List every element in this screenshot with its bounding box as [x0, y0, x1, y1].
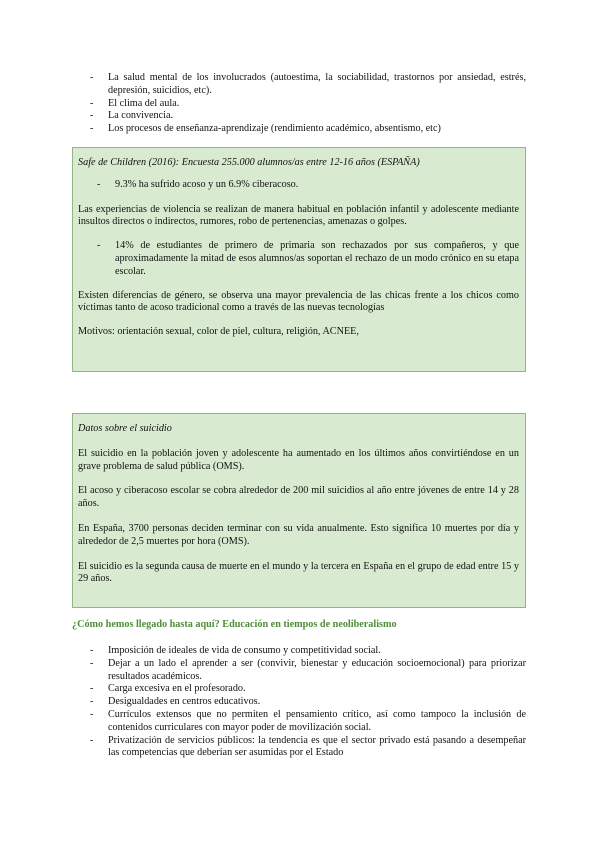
causes-list: [76, 645, 526, 760]
paragraph: En España, 3700 personas deciden terminar con su vida anualmente. Esto significa 10 muertes por día y alrededor de 2,5 muertes por hora (OMS).: [78, 522, 519, 547]
list-item: - Dejar a un lado el aprender a ser (convivir, bienestar y educación socioemocional) para priorizar resultados académicos.: [76, 658, 526, 684]
paragraph: El suicidio en la población joven y adolescente ha aumentado en los últimos años convirtiéndose en un grave problema de salud pública (OMS).: [78, 447, 519, 472]
list-item: - La salud mental de los involucrados (autoestima, la sociabilidad, trastornos por ansiedad, estrés, depresión, suicidios, etc).: [76, 72, 526, 98]
list-item: - Los procesos de enseñanza-aprendizaje (rendimiento académico, absentismo, etc): [76, 123, 526, 136]
paragraph: El suicidio es la segunda causa de muerte en el mundo y la tercera en España en el grupo de edad entre 15 y 29 años.: [78, 560, 519, 585]
list-item: - Imposición de ideales de vida de consumo y competitividad social.: [76, 645, 526, 658]
paragraph: Existen diferencias de género, se observa una mayor prevalencia de las chicas frente a los chicos como víctimas tanto de acoso tradicional como a través de las nuevas tecnologías: [78, 289, 519, 314]
list-item: - 9.3% ha sufrido acoso y un 6.9% ciberacoso.: [78, 179, 519, 192]
list-item: - La convivencia.: [76, 110, 526, 123]
survey-title: Safe de Children (2016): Encuesta 255.000 alumnos/as entre 12-16 años (ESPAÑA): [78, 157, 420, 168]
list-item: - Currículos extensos que no permiten el pensamiento crítico, así como tampoco la inclusión de contenidos curriculares con mayor poder de movilización social.: [76, 709, 526, 735]
paragraph: Motivos: orientación sexual, color de piel, cultura, religión, ACNEE,: [78, 326, 359, 338]
suicide-data-box: [72, 413, 526, 608]
effects-list: [76, 72, 526, 136]
list-item: - Privatización de servicios públicos: la tendencia es que el sector privado está pasando a desempeñar las competencias que deberían ser asumidas por el Estado: [76, 735, 526, 761]
paragraph: Las experiencias de violencia se realizan de manera habitual en población infantil y adolescente mediante insultos directos o indirectos, rumores, robo de pertenencias, amenazas o golpes.: [78, 203, 519, 228]
list-item: - El clima del aula.: [76, 98, 526, 111]
paragraph: El acoso y ciberacoso escolar se cobra alrededor de 200 mil suicidios al año entre jóvenes de entre 14 y 28 años.: [78, 485, 519, 510]
section-heading: ¿Cómo hemos llegado hasta aquí? Educación en tiempos de neoliberalismo: [72, 619, 397, 630]
survey-bullet-list: [78, 179, 519, 192]
list-item: - Carga excesiva en el profesorado.: [76, 683, 526, 696]
list-item: - 14% de estudiantes de primero de primaria son rechazados por sus compañeros, y que aproximadamente la mitad de esos alumnos/as soportan el rechazo de un modo crónico en su etapa escolar.: [78, 240, 519, 278]
survey-bullet-list: [78, 240, 519, 278]
suicide-title: Datos sobre el suicidio: [78, 423, 172, 434]
survey-box: [72, 147, 526, 372]
list-item: - Desigualdades en centros educativos.: [76, 696, 526, 709]
